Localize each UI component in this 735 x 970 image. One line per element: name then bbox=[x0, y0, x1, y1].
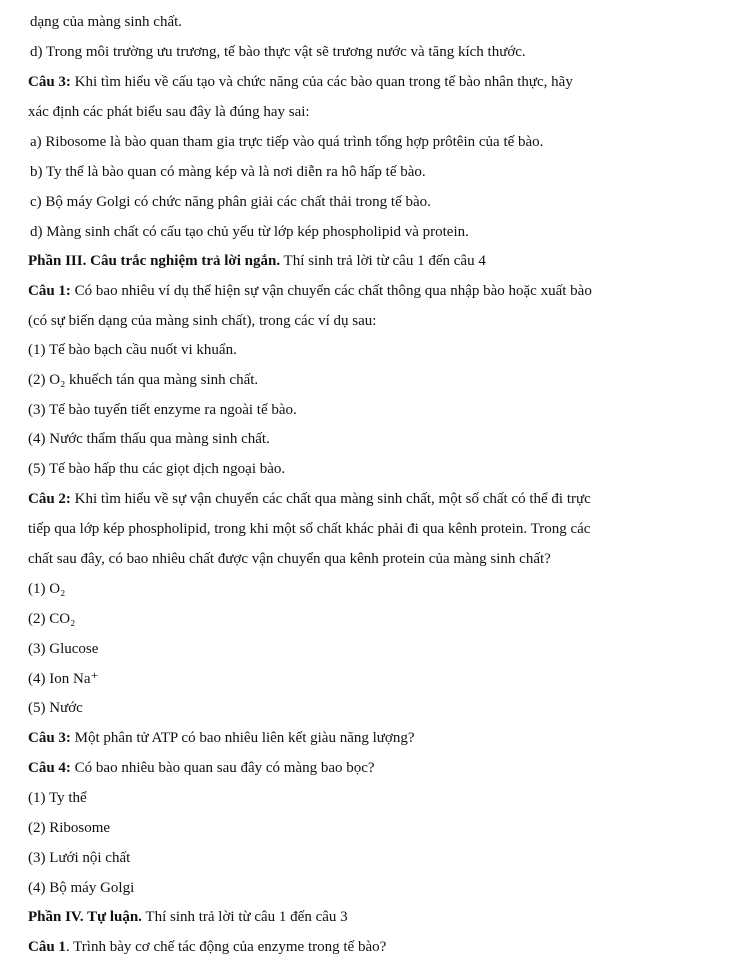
text-line: tiếp qua lớp kép phospholipid, trong khi một số chất khác phải đi qua kênh protein. Trong các bbox=[28, 521, 591, 537]
question-heading: Câu 1. Trình bày cơ chế tác động của enzyme trong tế bào? bbox=[28, 939, 387, 955]
list-item: (4) Nước thẩm thấu qua màng sinh chất. bbox=[28, 431, 270, 447]
question-heading: Câu 3: Một phân tử ATP có bao nhiêu liên kết giàu năng lượng? bbox=[28, 730, 415, 746]
list-item: (1) Ty thể bbox=[28, 790, 87, 806]
statement-item: b) Ty thể là bào quan có màng kép và là nơi diễn ra hô hấp tế bào. bbox=[30, 164, 426, 180]
section-heading: Phần III. Câu trắc nghiệm trả lời ngắn. Thí sinh trả lời từ câu 1 đến câu 4 bbox=[28, 253, 486, 269]
list-item: (4) Ion Na⁺ bbox=[28, 671, 99, 687]
text-line: xác định các phát biểu sau đây là đúng hay sai: bbox=[28, 104, 310, 120]
list-item: (5) Nước bbox=[28, 700, 83, 716]
list-item: (2) CO₂ bbox=[28, 611, 76, 627]
list-item: (3) Glucose bbox=[28, 641, 99, 657]
list-item: (2) O₂ khuếch tán qua màng sinh chất. bbox=[28, 372, 259, 388]
statement-item: a) Ribosome là bào quan tham gia trực tiếp vào quá trình tổng hợp prôtêin của tế bào. bbox=[30, 134, 544, 150]
text-line: (có sự biến dạng của màng sinh chất), trong các ví dụ sau: bbox=[28, 313, 377, 329]
text-line: chất sau đây, có bao nhiêu chất được vận chuyển qua kênh protein của màng sinh chất? bbox=[28, 551, 551, 567]
statement-item: d) Màng sinh chất có cấu tạo chủ yếu từ lớp kép phospholipid và protein. bbox=[30, 224, 469, 240]
section-heading: Phần IV. Tự luận. Thí sinh trả lời từ câu 1 đến câu 3 bbox=[28, 909, 348, 925]
list-item: (4) Bộ máy Golgi bbox=[28, 880, 135, 896]
question-heading: Câu 1: Có bao nhiêu ví dụ thể hiện sự vận chuyển các chất thông qua nhập bào hoặc xuất bào bbox=[28, 283, 592, 299]
text-line: d) Trong môi trường ưu trương, tế bào thực vật sẽ trương nước và tăng kích thước. bbox=[30, 44, 526, 60]
list-item: (5) Tế bào hấp thu các giọt dịch ngoại bào. bbox=[28, 461, 286, 477]
list-item: (1) Tế bào bạch cầu nuốt vi khuẩn. bbox=[28, 342, 237, 358]
statement-item: c) Bộ máy Golgi có chức năng phân giải các chất thải trong tế bào. bbox=[30, 194, 431, 210]
question-heading: Câu 3: Khi tìm hiểu về cấu tạo và chức năng của các bào quan trong tế bào nhân thực, hãy bbox=[28, 74, 573, 90]
list-item: (2) Ribosome bbox=[28, 820, 111, 836]
list-item: (1) O₂ bbox=[28, 581, 66, 597]
question-heading: Câu 4: Có bao nhiêu bào quan sau đây có màng bao bọc? bbox=[28, 760, 375, 776]
question-heading: Câu 2: Khi tìm hiểu về sự vận chuyển các chất qua màng sinh chất, một số chất có thể đi trực bbox=[28, 491, 591, 507]
list-item: (3) Tế bào tuyến tiết enzyme ra ngoài tế bào. bbox=[28, 402, 297, 418]
text-line: dạng của màng sinh chất. bbox=[30, 14, 183, 30]
list-item: (3) Lưới nội chất bbox=[28, 850, 131, 866]
